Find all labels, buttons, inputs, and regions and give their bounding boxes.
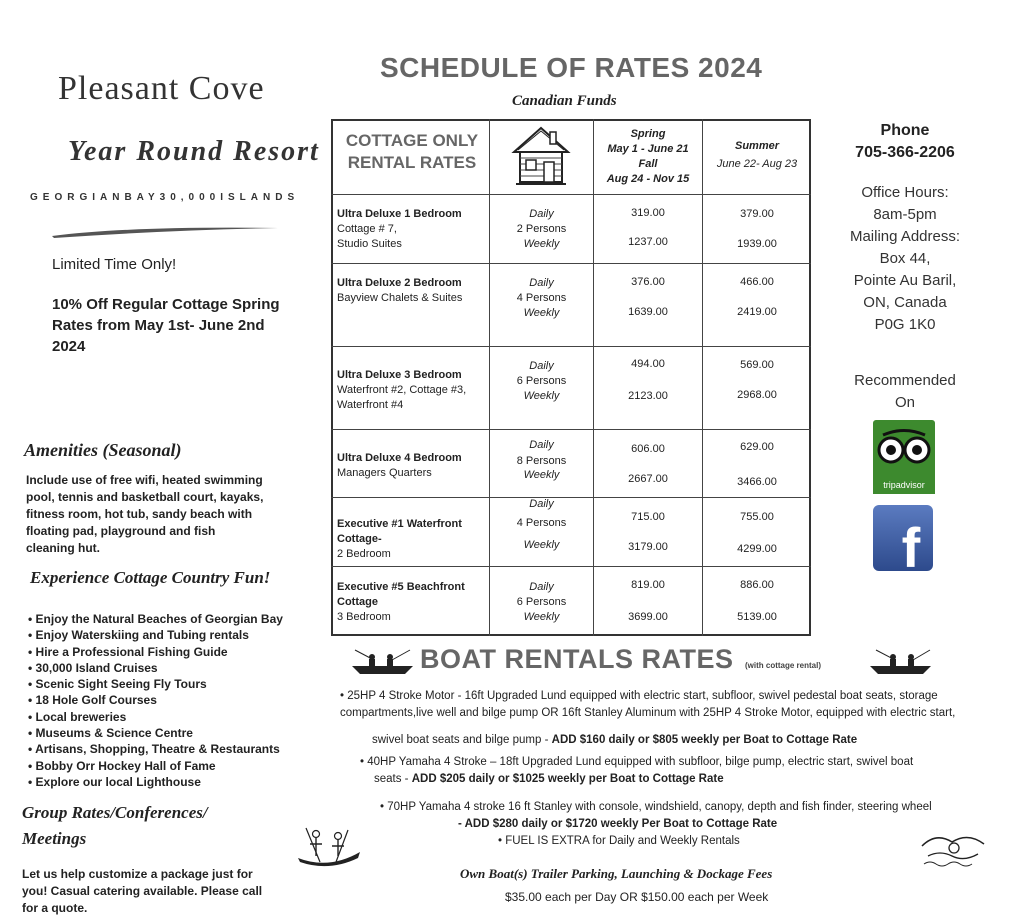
table-header-spring-fall: Spring May 1 - June 21 Fall Aug 24 - Nov 15: [606, 128, 690, 185]
table-divider: [593, 119, 594, 636]
group-rates-heading: Group Rates/Conferences/ Meetings: [22, 803, 208, 848]
list-item: • Artisans, Shopping, Theatre & Restaurants: [28, 742, 280, 757]
group-rates-text: Let us help customize a package just for you! Casual catering available. Please call for a quote.: [22, 867, 263, 915]
experience-heading: Experience Cottage Country Fun!: [30, 568, 271, 587]
brush-swoosh-decoration: [50, 222, 280, 242]
amenities-text: Include use of free wifi, heated swimming pool, tennis and basketball court, kayaks, fitness room, hot tub, sandy beach with floating pad, playground and fish cleaning hut.: [26, 473, 264, 555]
table-row: Ultra Deluxe 4 Bedroom Managers Quarters: [337, 452, 462, 479]
boat-rentals-note: (with cottage rental): [745, 661, 822, 670]
table-divider: [702, 119, 703, 636]
table-divider: [331, 346, 811, 347]
boat-option-40hp: • 40HP Yamaha 4 Stroke – 18ft Upgraded Lund equipped with subfloor, bilge pump, electric start, swivel boat seats - ADD $205 daily or $1025 weekly per Boat to Cottage Rate: [360, 756, 914, 785]
phone-block: Phone 705-366-2206: [845, 120, 965, 164]
tripadvisor-wordmark: tripadvisor: [883, 480, 925, 490]
cottage-icon: [506, 122, 576, 190]
table-row: Ultra Deluxe 3 Bedroom Waterfront #2, Cottage #3, Waterfront #4: [337, 369, 467, 411]
table-header-summer: Summer June 22- Aug 23: [716, 140, 798, 170]
fishing-boat-icon: [868, 648, 933, 676]
list-item: • Hire a Professional Fishing Guide: [28, 644, 228, 659]
own-boat-fees: $35.00 each per Day OR $150.00 each per Week: [505, 890, 769, 904]
table-row: Executive #1 Waterfront Cottage- 2 Bedroom: [337, 518, 462, 560]
list-item: • Enjoy Waterskiing and Tubing rentals: [28, 628, 249, 643]
boat-option-25hp: • 25HP 4 Stroke Motor - 16ft Upgraded Lund equipped with electric start, subfloor, swivel pedestal boat seats, storage compartments,live well and bilge pump OR 16ft Stanley Aluminum with 25HP 4 Stroke Motor, equipped with electric start, swivel boat seats and bilge pump - ADD $160 daily or $805 weekly per Boat to Cottage Rate: [340, 690, 956, 746]
list-item: • 30,000 Island Cruises: [28, 660, 158, 675]
boat-option-70hp: • 70HP Yamaha 4 stroke 16 ft Stanley with console, windshield, canopy, depth and fish finder, steering wheel - ADD $280 daily or $1720 weekly Per Boat to Cottage Rate • FUEL IS EXTRA for Daily and Weekly Rentals: [380, 801, 932, 847]
phone-number[interactable]: 705-366-2206: [855, 144, 955, 161]
schedule-title: SCHEDULE OF RATES 2024: [380, 52, 763, 83]
table-divider: [331, 263, 811, 264]
office-info: Office Hours: 8am-5pm Mailing Address: Box 44, Pointe Au Baril, ON, Canada P0G 1K0: [849, 184, 961, 333]
list-item: • Enjoy the Natural Beaches of Georgian Bay: [28, 612, 283, 626]
table-row: Executive #5 Beachfront Cottage 3 Bedroom: [337, 581, 465, 623]
currency-note: Canadian Funds: [512, 93, 617, 109]
list-item: • Scenic Sight Seeing Fly Tours: [28, 677, 207, 692]
list-item: • 18 Hole Golf Courses: [28, 693, 157, 708]
experience-list: [28, 611, 283, 790]
canoe-icon: [296, 822, 362, 872]
table-divider: [331, 429, 811, 430]
swimmer-icon: [918, 822, 988, 874]
fishing-boat-icon: [350, 648, 415, 676]
recommended-label: Recommended On: [854, 372, 956, 411]
list-item: • Bobby Orr Hockey Hall of Fame: [28, 758, 216, 773]
own-boat-heading: Own Boat(s) Trailer Parking, Launching & Dockage Fees: [460, 866, 773, 881]
resort-tagline: GEORGIANBAY30,000ISLANDS: [30, 192, 300, 203]
resort-name: Pleasant Cove: [58, 70, 265, 107]
promo-text: 10% Off Regular Cottage Spring Rates from May 1st- June 2nd 2024: [52, 296, 280, 355]
promo-headline: Limited Time Only!: [52, 256, 177, 273]
list-item: • Explore our local Lighthouse: [28, 774, 201, 789]
facebook-wordmark: f: [901, 516, 921, 571]
table-row: Ultra Deluxe 2 Bedroom Bayview Chalets & Suites: [337, 277, 463, 304]
list-item: • Local breweries: [28, 709, 127, 724]
facebook-icon[interactable]: [873, 505, 933, 571]
resort-subtitle: Year Round Resort: [68, 136, 320, 167]
table-row: Ultra Deluxe 1 Bedroom Cottage # 7, Studio Suites: [337, 208, 462, 250]
tripadvisor-icon[interactable]: [873, 420, 935, 494]
boat-rentals-heading: BOAT RENTALS RATES: [420, 644, 734, 674]
table-divider: [331, 566, 811, 567]
list-item: • Museums & Science Centre: [28, 726, 193, 741]
amenities-heading: Amenities (Seasonal): [24, 440, 182, 460]
table-header-cottage: COTTAGE ONLY RENTAL RATES: [345, 131, 479, 172]
table-divider: [331, 194, 811, 195]
